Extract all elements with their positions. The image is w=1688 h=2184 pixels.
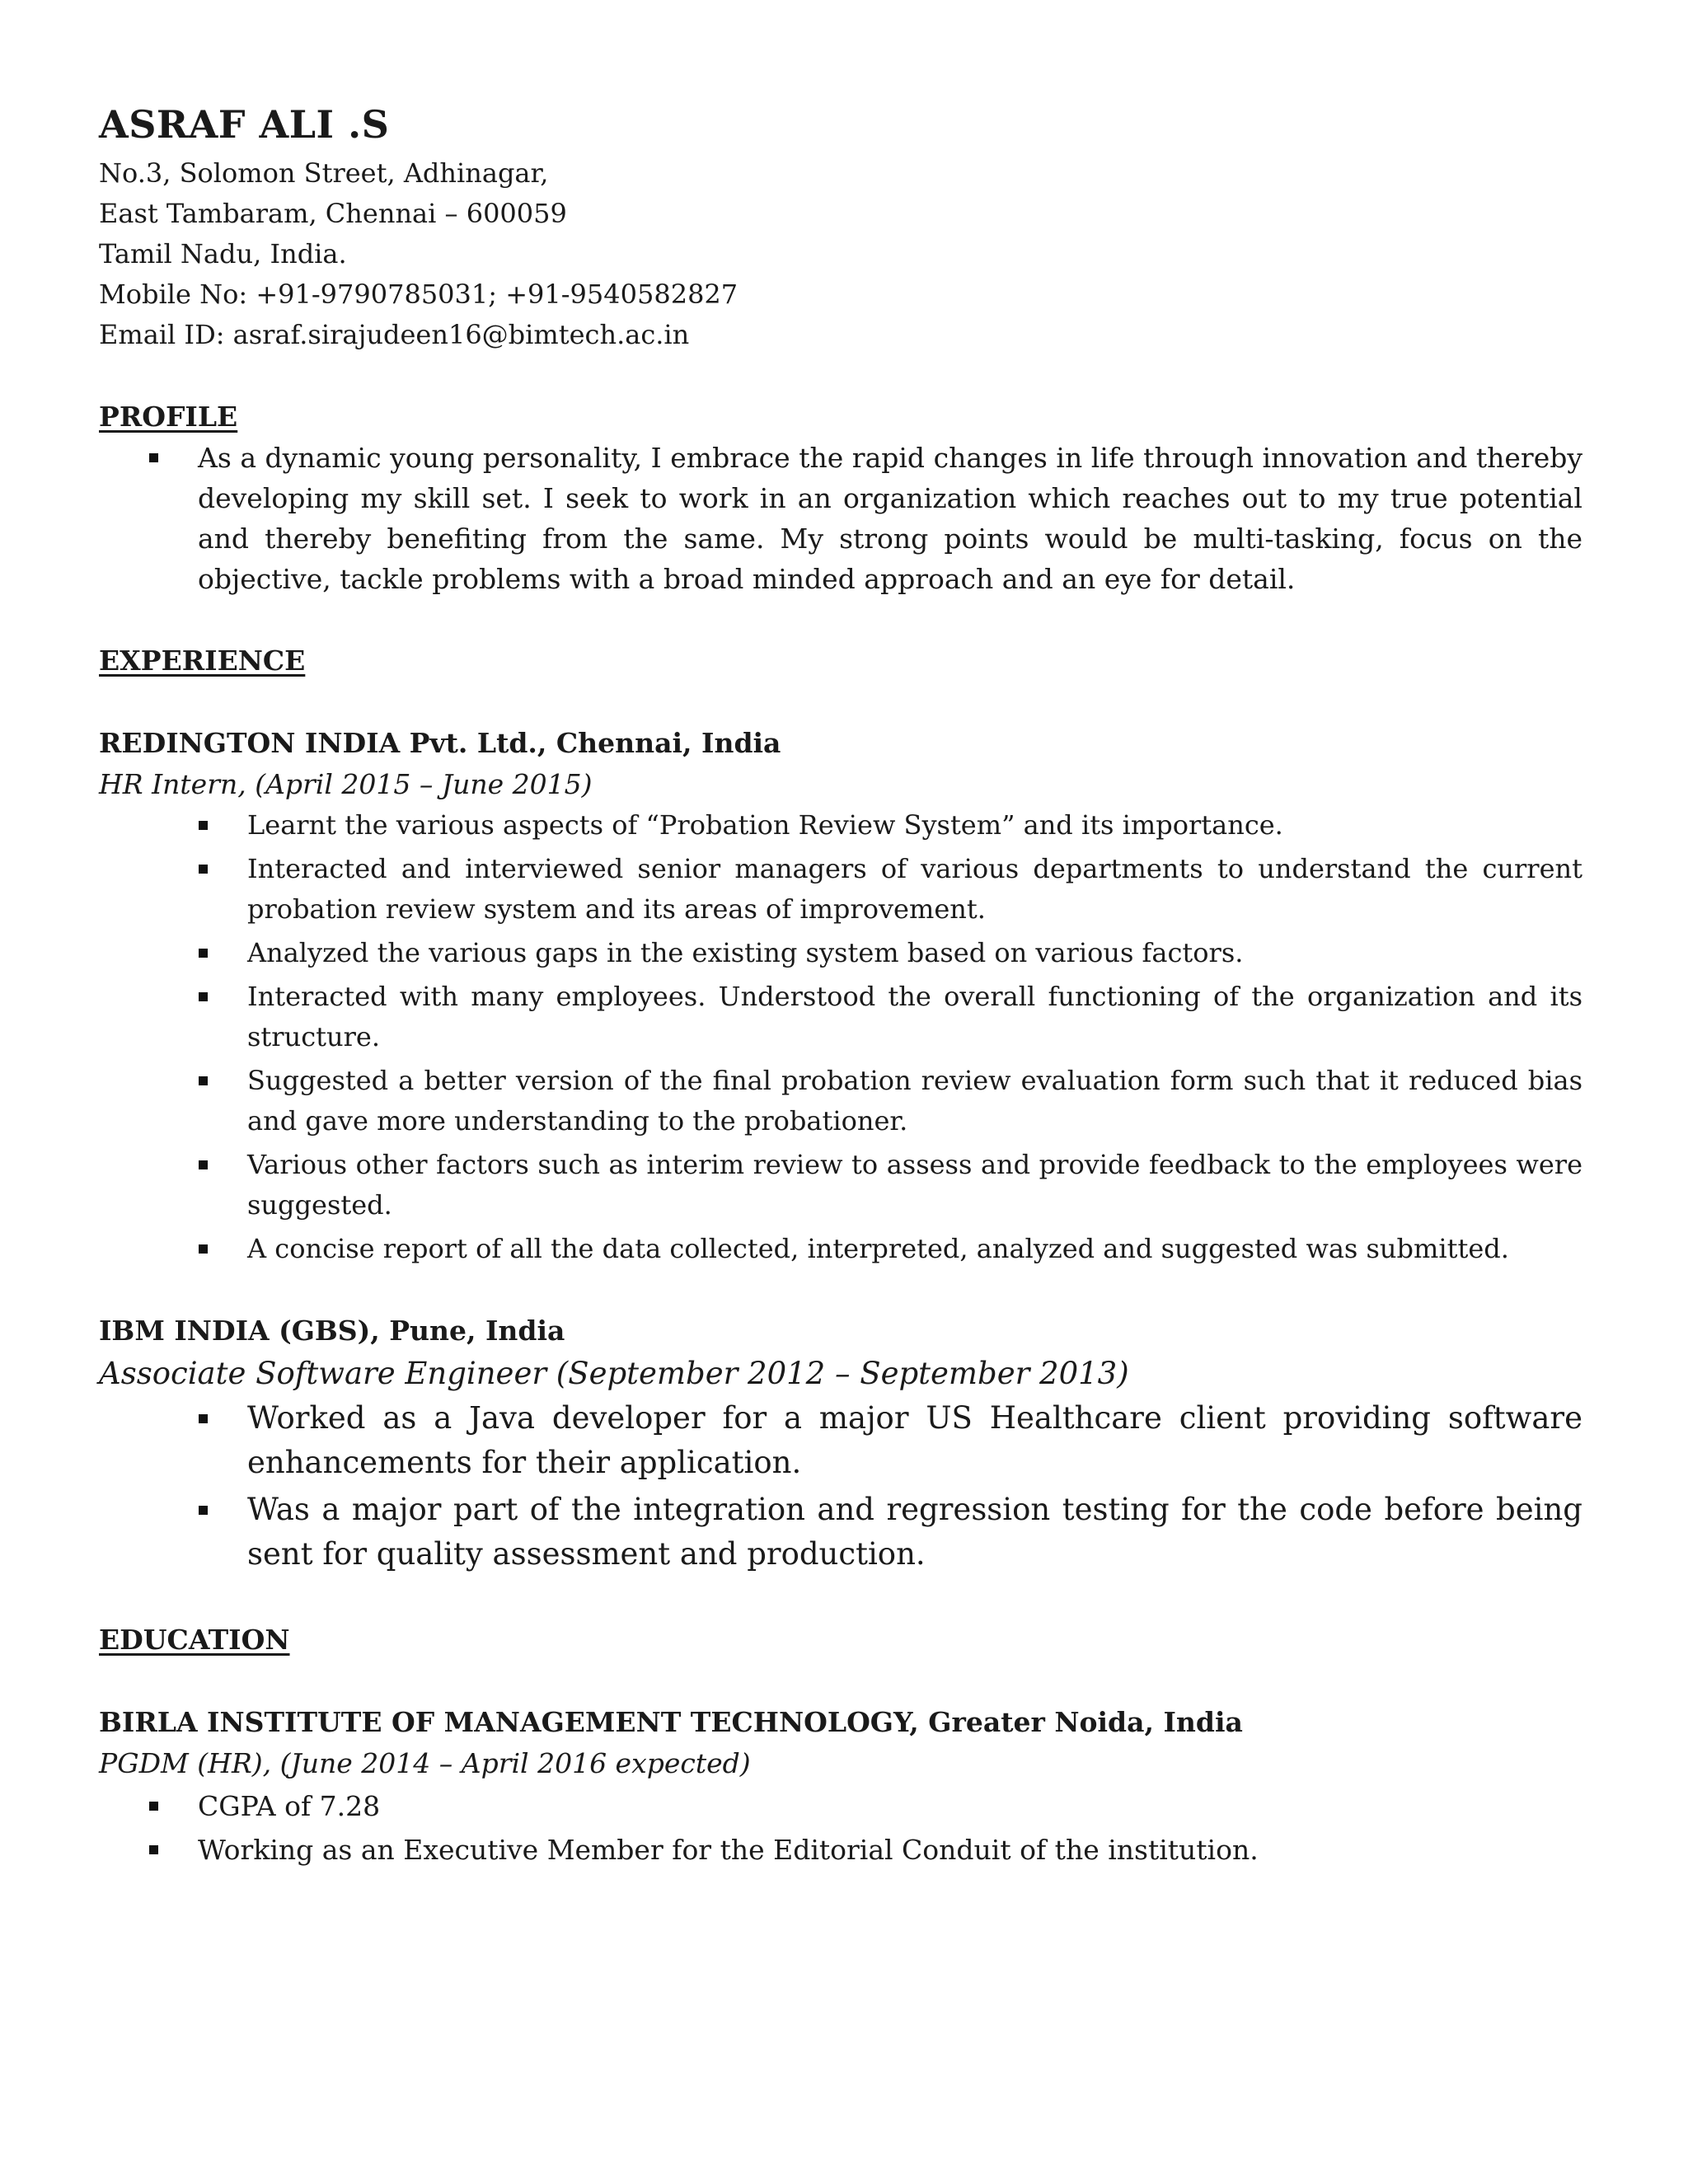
contact-block	[99, 101, 1582, 355]
profile-heading: PROFILE	[99, 401, 238, 433]
education-institution: BIRLA INSTITUTE OF MANAGEMENT TECHNOLOGY, Greater Noida, India	[99, 1706, 1243, 1738]
list-item: Worked as a Java developer for a major US Healthcare client providing software enhancements for their application.	[99, 1396, 1582, 1485]
candidate-name: ASRAF ALI .S	[99, 102, 390, 147]
resume-page	[99, 101, 1582, 1872]
list-item: Was a major part of the integration and regression testing for the code before being sent for quality assessment and production.	[99, 1488, 1582, 1577]
list-item: Interacted with many employees. Understood the overall functioning of the organization and its structure.	[99, 977, 1582, 1057]
list-item: Analyzed the various gaps in the existing system based on various factors.	[99, 933, 1582, 973]
job-duties-ibm	[99, 1396, 1582, 1577]
list-item: CGPA of 7.28	[99, 1784, 1582, 1828]
list-item: A concise report of all the data collected, interpreted, analyzed and suggested was submitted.	[99, 1229, 1582, 1269]
experience-heading: EXPERIENCE	[99, 644, 306, 677]
address-line-1: No.3, Solomon Street, Adhinagar,	[99, 157, 549, 189]
job-duties-redington	[99, 805, 1582, 1269]
email-address: Email ID: asraf.sirajudeen16@bimtech.ac.in	[99, 319, 690, 350]
list-item: Learnt the various aspects of “Probation Review System” and its importance.	[99, 805, 1582, 846]
address-line-2: East Tambaram, Chennai – 600059	[99, 198, 567, 229]
address-line-3: Tamil Nadu, India.	[99, 238, 347, 269]
job-role-redington: HR Intern, (April 2015 – June 2015)	[99, 768, 593, 800]
job-organization-redington: REDINGTON INDIA Pvt. Ltd., Chennai, India	[99, 727, 781, 759]
list-item: Interacted and interviewed senior managers of various departments to understand the current probation review system and its areas of improvement.	[99, 849, 1582, 930]
job-role-ibm: Associate Software Engineer (September 2012 – September 2013)	[99, 1356, 1129, 1391]
education-list	[99, 1784, 1582, 1872]
list-item: Suggested a better version of the final probation review evaluation form such that it reduced bias and gave more understanding to the probationer.	[99, 1061, 1582, 1141]
list-item: Working as an Executive Member for the Editorial Conduit of the institution.	[99, 1828, 1582, 1872]
education-heading: EDUCATION	[99, 1624, 290, 1656]
profile-item: As a dynamic young personality, I embrace the rapid changes in life through innovation and thereby developing my skill set. I seek to work in an organization which reaches out to my true potential and thereby benefiting from the same. My strong points would be multi-tasking, focus on the objective, tackle problems with a broad minded approach and an eye for detail.	[99, 438, 1582, 599]
profile-list	[99, 438, 1582, 599]
education-program: PGDM (HR), (June 2014 – April 2016 expected)	[99, 1747, 751, 1779]
list-item: Various other factors such as interim review to assess and provide feedback to the employees were suggested.	[99, 1145, 1582, 1226]
job-organization-ibm: IBM INDIA (GBS), Pune, India	[99, 1315, 565, 1347]
mobile-number: Mobile No: +91-9790785031; +91-9540582827	[99, 279, 738, 310]
